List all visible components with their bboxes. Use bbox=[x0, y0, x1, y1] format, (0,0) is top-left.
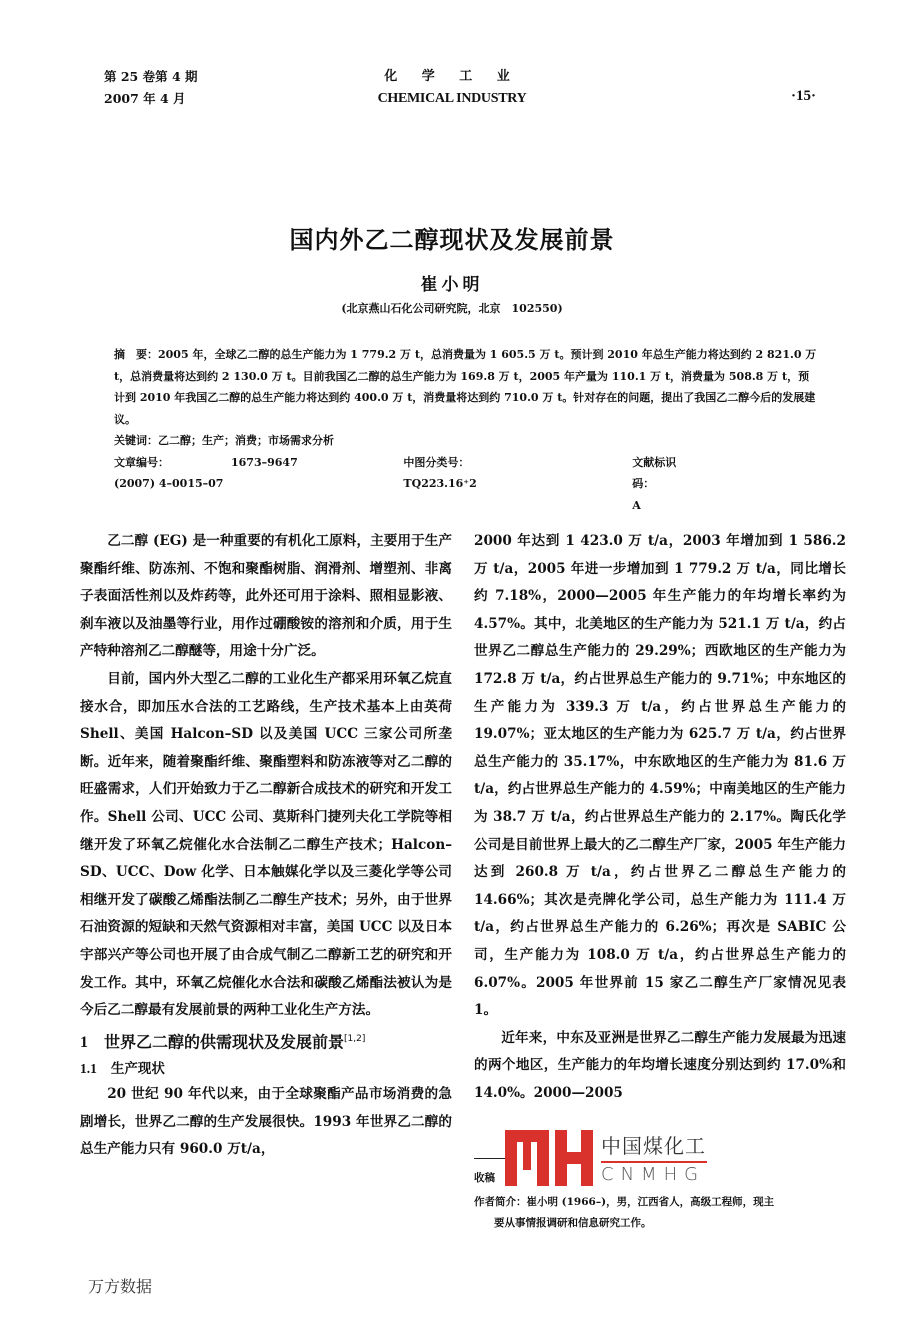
running-header-journal bbox=[0, 66, 904, 110]
article-number-value: 1673–9647 (2007) 4–0015–07 bbox=[114, 455, 298, 490]
journal-name-cn: 化 学 工 业 bbox=[384, 69, 520, 84]
wanfang-watermark: 万方数据 bbox=[88, 1277, 153, 1296]
keywords-value: 乙二醇；生产；消费；市场需求分析 bbox=[158, 434, 334, 447]
article-meta-row bbox=[114, 452, 820, 517]
article-title: 国内外乙二醇现状及发展前景 bbox=[289, 226, 615, 254]
logo-underline bbox=[601, 1161, 707, 1163]
clc-number bbox=[403, 452, 570, 517]
body-paragraph: 目前，国内外大型乙二醇的工业化生产都采用环氧乙烷直接水合，即加压水合法的工艺路线，生产技术基本上由英荷 Shell、美国 Halcon–SD 以及美国 UCC 三家公司所垄断。近年来，随着聚酯纤维、聚酯塑料和防冻液等对乙二醇的旺盛需求，人们开始致力于乙二醇新合成技术的研究和开发工作。Shell 公司、UCC 公司、莫斯科门捷列夫化工学院等相继开发了环氧乙烷催化水合法制乙二醇生产技术；Halcon–SD、UCC、Dow 化学、日本触媒化学以及三菱化学等公司相继开发了碳酸乙烯酯法制乙二醇生产技术；另外，由于世界石油资源的短缺和天然气资源相对丰富，美国 UCC 以及日本宇部兴产等公司也开展了由合成气制乙二醇新工艺的研究和开发工作。其中，环氧乙烷催化水合法和碳酸乙烯酯法被认为是今后乙二醇最有发展前景的两种工业化生产方法。 bbox=[80, 670, 452, 1019]
subsection-title: 生产现状 bbox=[110, 1061, 165, 1078]
logo-name-en: CNMHG bbox=[601, 1164, 706, 1185]
section-number: 1 bbox=[80, 1034, 88, 1052]
cnmhg-logo bbox=[505, 1130, 725, 1186]
author-bio-line: 作者简介：崔小明 (1966–)，男，江西省人，高级工程师，现主 bbox=[474, 1196, 775, 1208]
body-paragraph: 2000 年达到 1 423.0 万 t/a，2003 年增加到 1 586.2 万 t/a，2005 年进一步增加到 1 779.2 万 t/a，同比增长约 7.18%，2000—2005 年生产能力的年均增长率约为 4.57%。其中，北美地区的生产能力为 521.1 万 t/a，约占世界乙二醇总生产能力的 29.29%；西欧地区的生产能力为 172.8 万 t/a，约占世界总生产能力的 9.71%；中东地区的生产能力为 339.3 万 t/a，约占世界总生产能力的 19.07%；亚太地区的生产能力为 625.7 万 t/a，约占世界总生产能力的 35.17%，中东欧地区的生产能力为 81.6 万 t/a，约占世界总生产能力的 4.59%；中南美地区的生产能力为 38.7 万 t/a，约占世界总生产能力的 2.17%。陶氏化学公司是目前世界上最大的乙二醇生产厂家，2005 年生产能力达到 260.8 万 t/a，约占世界乙二醇总生产能力的 14.66%；其次是壳牌化学公司，总生产能力为 111.4 万 t/a，约占世界总生产能力的 6.26%；再次是 SABIC 公司，生产能力为 108.0 万 t/a，约占世界总生产能力的 6.07%。2005 年世界前 15 家乙二醇生产厂家情况见表 1。 bbox=[474, 533, 846, 1019]
document-code bbox=[632, 452, 758, 517]
keywords-line bbox=[114, 430, 820, 452]
abstract-label: 摘 要： bbox=[114, 348, 158, 361]
clc-value: TQ223.16⁺2 bbox=[403, 477, 477, 490]
article-number-label: 文章编号： bbox=[114, 455, 169, 469]
volume-issue: 第 25 卷第 4 期 bbox=[104, 69, 198, 84]
page-number: ·15· bbox=[790, 88, 816, 104]
clc-label: 中图分类号： bbox=[403, 455, 470, 469]
author-bio-line-cont: 要从事情报调研和信息研究工作。 bbox=[494, 1217, 652, 1229]
issue-date: 2007 年 4 月 bbox=[104, 91, 186, 106]
mh-logo-icon bbox=[505, 1130, 593, 1186]
body-column-right bbox=[474, 528, 846, 1107]
subsection-number: 1.1 bbox=[80, 1061, 97, 1077]
citation-ref[interactable]: [1,2] bbox=[344, 1033, 366, 1044]
section-heading-1-1 bbox=[80, 1057, 452, 1081]
abstract-paragraph bbox=[114, 344, 820, 430]
journal-name-en: CHEMICAL INDUSTRY bbox=[377, 91, 527, 106]
section-title: 世界乙二醇的供需现状及发展前景 bbox=[104, 1032, 345, 1052]
author-bio-footnote bbox=[474, 1192, 846, 1234]
body-paragraph: 近年来，中东及亚洲是世界乙二醇生产能力发展最为迅速的两个地区，生产能力的年均增长速度分别达到约 17.0%和 14.0%。2000—2005 bbox=[474, 1029, 846, 1101]
section-heading-1 bbox=[80, 1025, 452, 1057]
article-number bbox=[114, 452, 341, 517]
document-code-label: 文献标识码： bbox=[632, 455, 677, 490]
logo-name-cn: 中国煤化工 bbox=[601, 1134, 706, 1158]
author-affiliation: (北京燕山石化公司研究院，北京 102550) bbox=[341, 302, 563, 315]
body-column-left bbox=[80, 528, 452, 1164]
body-paragraph: 乙二醇 (EG) 是一种重要的有机化工原料，主要用于生产聚酯纤维、防冻剂、不饱和聚酯树脂、润滑剂、增塑剂、非离子表面活性剂以及炸药等，此外还可用于涂料、照相显影液、刹车液以及油墨等行业，用作过硼酸铵的溶剂和介质，用于生产特种溶剂乙二醇醚等，用途十分广泛。 bbox=[80, 533, 452, 660]
abstract-text: 2005 年，全球乙二醇的总生产能力为 1 779.2 万 t，总消费量为 1 605.5 万 t。预计到 2010 年总生产能力将达到约 2 821.0 万 t，总消费量将达到约 2 130.0 万 t。目前我国乙二醇的总生产能力为 169.8 万 t，2005 年产量为 110.1 万 t，消费量为 508.8 万 t，预计到 2010 年我国乙二醇的总生产能力将达到约 400.0 万 t，消费量将达到约 710.0 万 t。针对存在的问题，提出了我国乙二醇今后的发展建议。 bbox=[114, 348, 817, 426]
document-code-value: A bbox=[632, 498, 641, 512]
article-author: 崔小明 bbox=[420, 275, 484, 295]
abstract-block bbox=[114, 344, 820, 516]
keywords-label: 关键词： bbox=[114, 434, 158, 447]
body-paragraph: 20 世纪 90 年代以来，由于全球聚酯产品市场消费的急剧增长，世界乙二醇的生产发展很快。1993 年世界乙二醇的总生产能力只有 960.0 万t/a， bbox=[80, 1086, 452, 1158]
received-date: 收稿 bbox=[474, 1172, 495, 1184]
